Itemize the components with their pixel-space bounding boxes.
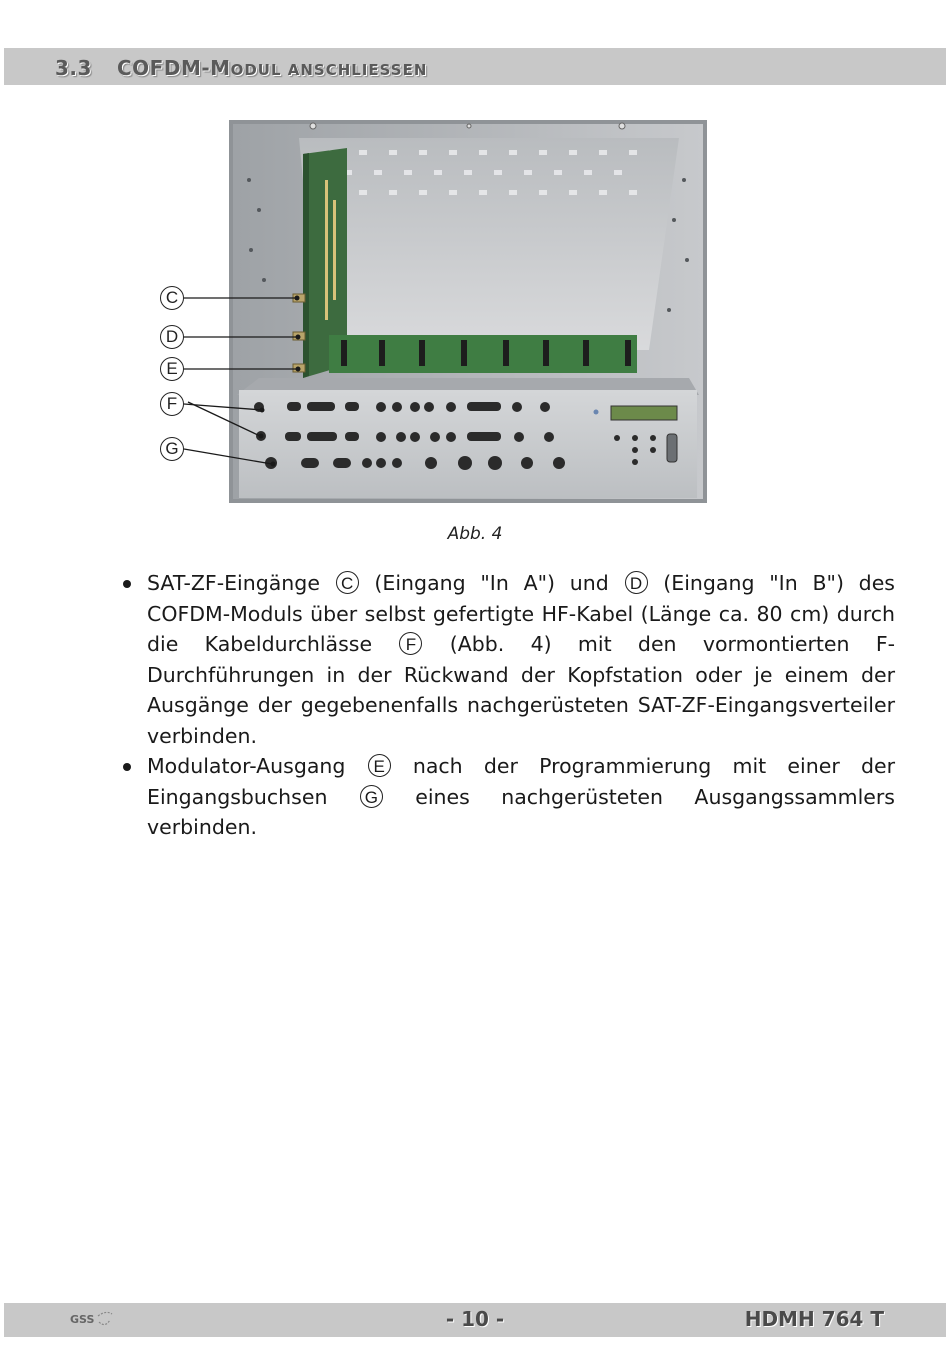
- gss-logo-text: GSS: [70, 1313, 95, 1326]
- section-number: 3.3: [55, 56, 92, 80]
- reference-callout: F: [399, 632, 422, 655]
- bullet-item: [119, 751, 895, 843]
- callout-d: D: [160, 325, 184, 349]
- callout-e: E: [160, 357, 184, 381]
- bullet-item: [119, 568, 895, 751]
- instruction-list: [119, 568, 895, 843]
- bullet-text: SAT-ZF-Eingänge: [147, 571, 335, 595]
- bullet-text: (Eingang "In B") des COFDM-Moduls über selbst gefertigte HF-Kabel (Länge ca. 80 cm) durch die Kabeldurchlässe: [147, 571, 895, 656]
- reference-callout: G: [360, 785, 383, 808]
- page-number: - 10 -: [445, 1307, 505, 1331]
- reference-callout: C: [336, 571, 359, 594]
- bullet-text: Modulator-Ausgang: [147, 754, 367, 778]
- callout-c: C: [160, 286, 184, 310]
- bullet-text: (Eingang "In A") und: [359, 571, 624, 595]
- bullet-text: (Abb. 4) mit den vormontierten F-Durchführungen in der Rückwand der Kopfstation oder je einem der Ausgänge der gegebenenfalls nachgerüsteten SAT-ZF-Eingangsverteiler verbinden.: [147, 632, 896, 748]
- figure-caption: Abb. 4: [447, 524, 503, 544]
- reference-callout: D: [625, 571, 648, 594]
- section-title-lead: COFDM-M: [117, 56, 231, 80]
- reference-callout: E: [368, 754, 391, 777]
- section-title: [55, 55, 427, 81]
- callout-g: G: [160, 437, 184, 461]
- bullet-text: eines nachgerüsteten Ausgangssammlers verbinden.: [147, 784, 895, 839]
- bullet-text: nach der Programmierung mit einer der Eingangsbuchsen: [147, 754, 896, 809]
- callout-f: F: [160, 392, 184, 416]
- headend-chassis-photo: [229, 120, 707, 503]
- model-name: HDMH 764 T: [744, 1307, 884, 1331]
- section-title-rest: ODUL ANSCHLIESSEN: [230, 61, 428, 79]
